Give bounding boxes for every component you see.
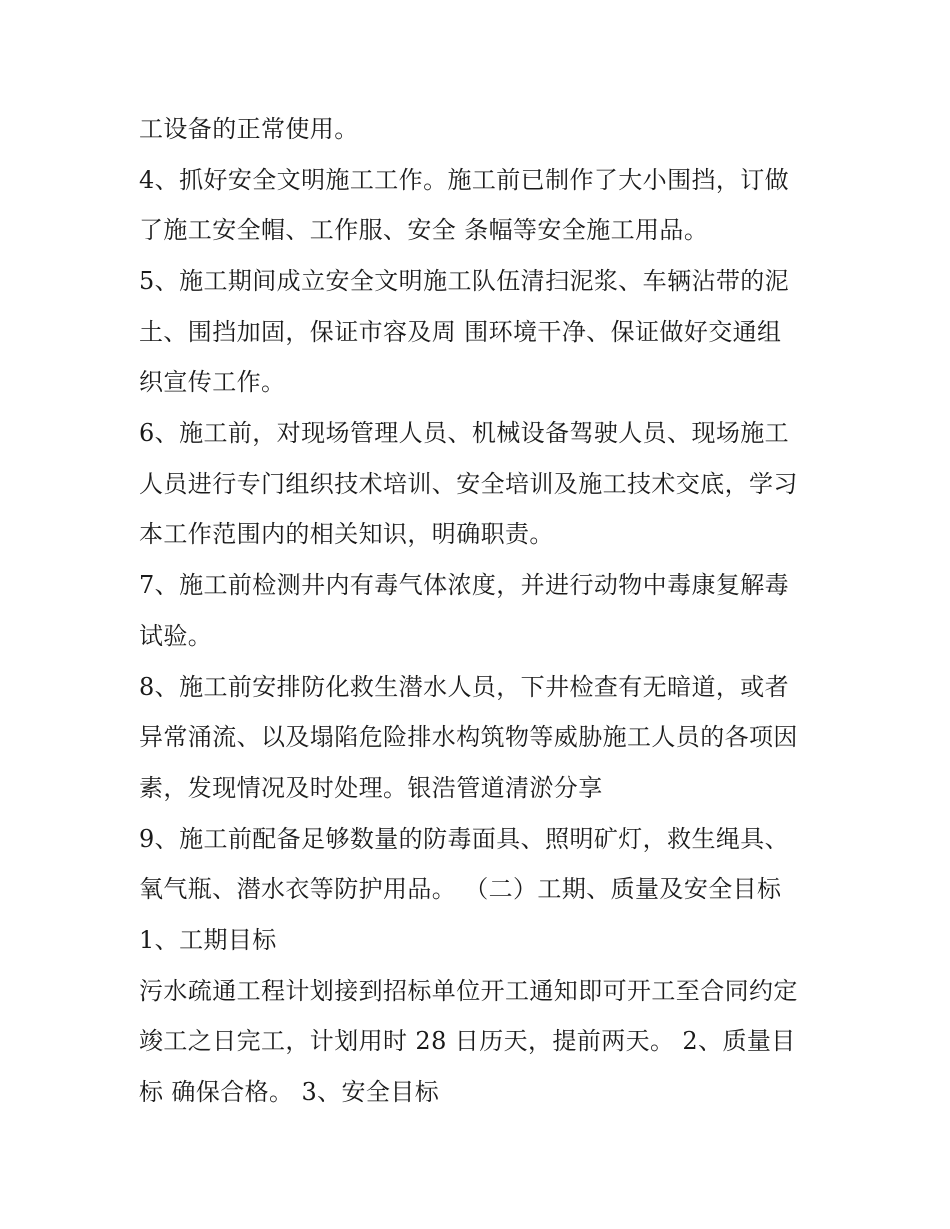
text-line: 9、施工前配备足够数量的防毒面具、照明矿灯，救生绳具、	[139, 825, 790, 853]
text-line: 5、施工期间成立安全文明施工队伍清扫泥浆、车辆沾带的泥	[139, 267, 790, 295]
text-line: 人员进行专门组织技术培训、安全培训及施工技术交底，学习	[139, 470, 798, 498]
text-line: 氧气瓶、潜水衣等防护用品。 （二）工期、质量及安全目标	[139, 875, 782, 903]
text-line: 本工作范围内的相关知识，明确职责。	[139, 520, 554, 548]
text-line: 污水疏通工程计划接到招标单位开工通知即可开工至合同约定	[139, 977, 798, 1005]
text-line: 4、抓好安全文明施工工作。施工前已制作了大小围挡，订做	[139, 166, 790, 194]
text-line: 1、工期目标	[139, 926, 277, 954]
text-line: 工设备的正常使用。	[139, 115, 359, 143]
text-line: 异常涌流、以及塌陷危险排水构筑物等威胁施工人员的各项因	[139, 723, 798, 751]
text-line: 了施工安全帽、工作服、安全 条幅等安全施工用品。	[139, 216, 709, 244]
text-line: 织宣传工作。	[139, 368, 286, 396]
text-line: 土、围挡加固，保证市容及周 围环境干净、保证做好交通组	[139, 318, 782, 346]
text-line: 6、施工前，对现场管理人员、机械设备驾驶人员、现场施工	[139, 419, 790, 447]
text-line: 标 确保合格。 3、安全目标	[139, 1078, 440, 1106]
text-line: 试验。	[139, 622, 213, 650]
text-line: 素，发现情况及时处理。银浩管道清淤分享	[139, 774, 603, 802]
text-line: 7、施工前检测井内有毒气体浓度，并进行动物中毒康复解毒	[139, 571, 790, 599]
text-line: 竣工之日完工，计划用时 28 日历天，提前两天。 2、质量目	[139, 1027, 796, 1055]
text-line: 8、施工前安排防化救生潜水人员，下井检查有无暗道，或者	[139, 673, 790, 701]
